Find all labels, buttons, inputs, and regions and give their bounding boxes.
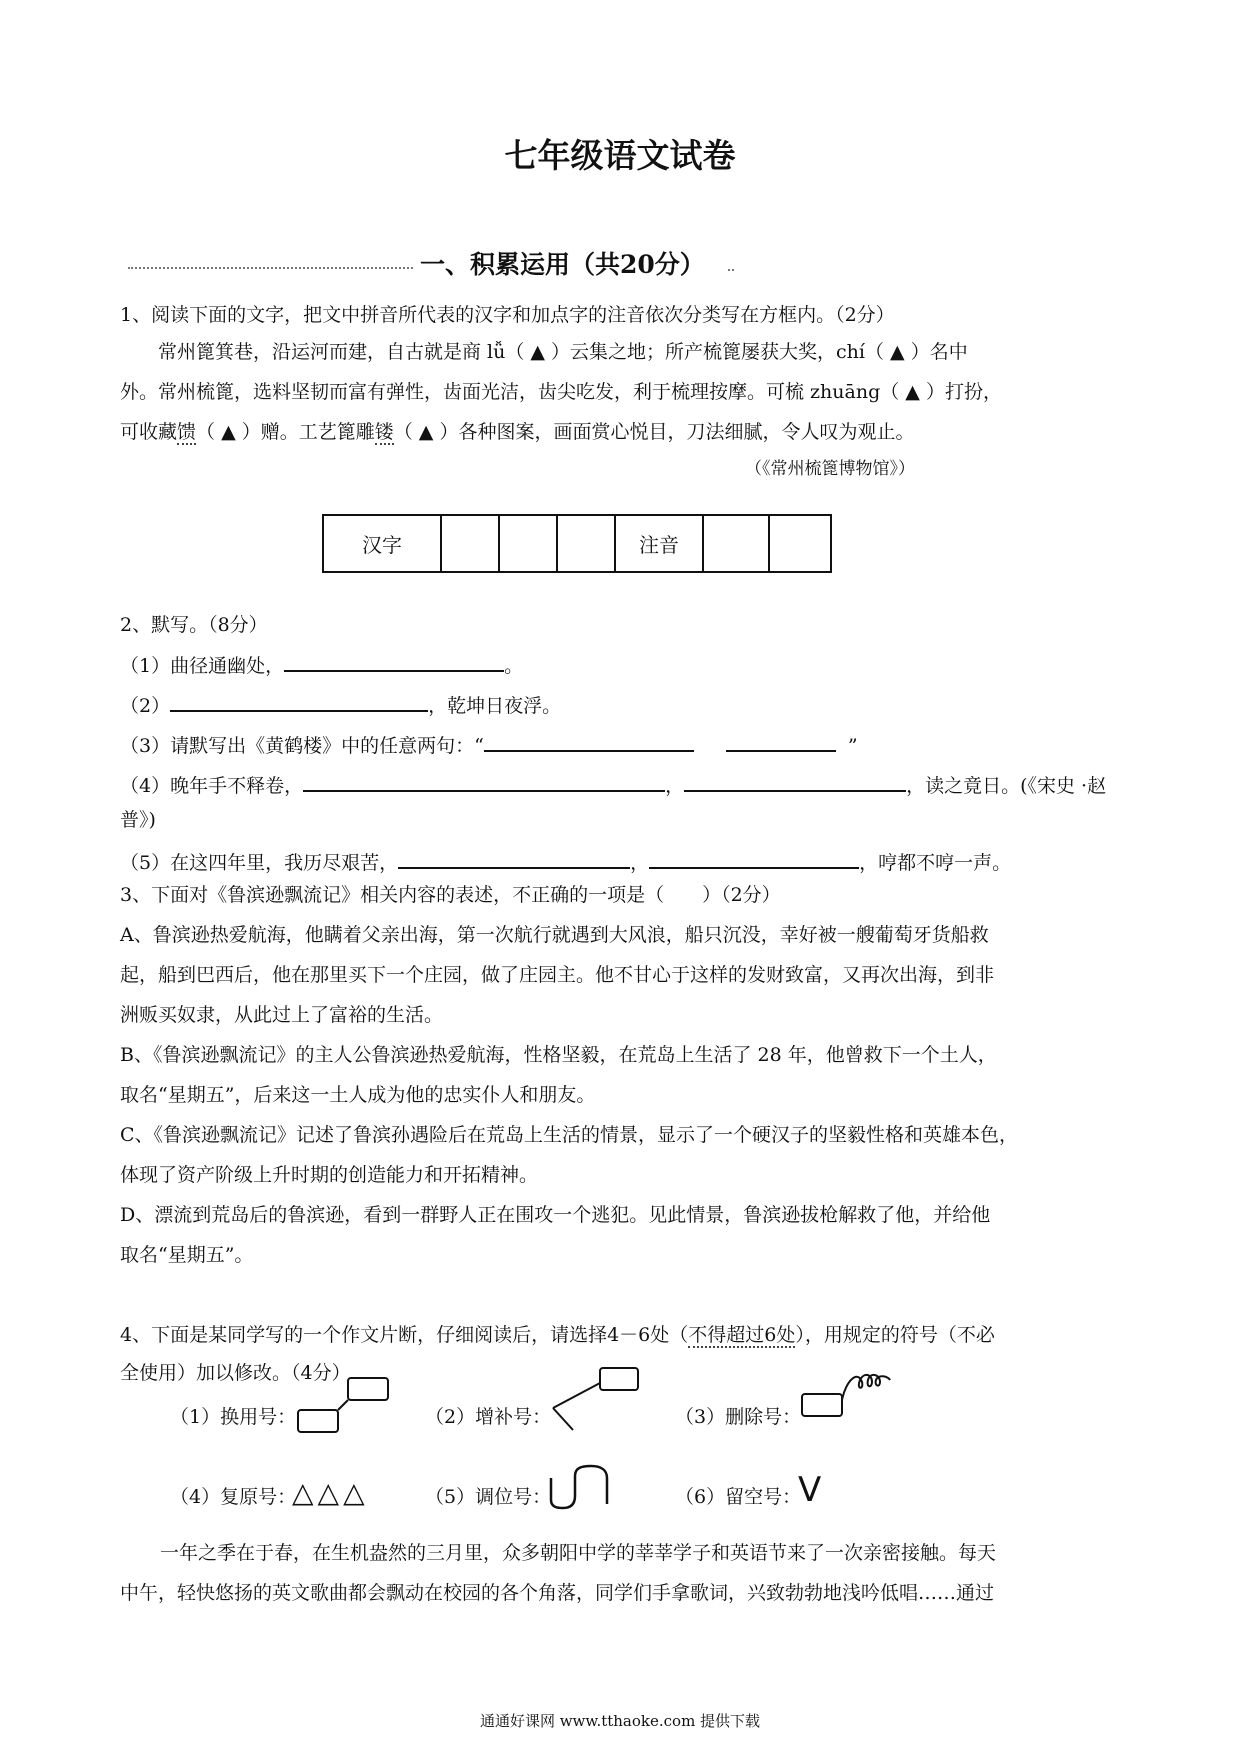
item-text: （4）晚年手不释卷， [120,775,304,797]
answer-blank[interactable] [649,845,859,869]
dotted-leader-end [728,269,734,274]
passage-text: （ ▲ ）赠。工艺篦雕 [196,421,375,443]
symbol-label-insert: （2）增补号： [425,1406,552,1428]
answer-blank[interactable] [484,728,694,752]
reorder-mark-icon [545,1460,625,1520]
q3-option-b: 取名“星期五”，后来这一土人成为他的忠实仆人和朋友。 [120,1084,596,1106]
essay-paragraph-line: 一年之季在于春，在生机盎然的三月里，众多朝阳中学的莘莘学子和英语节来了一次亲密接触。每天 [160,1542,997,1564]
answer-cell[interactable] [703,515,769,572]
item-text: （3）请默写出《黄鹤楼》中的任意两句：“ [120,735,484,757]
q2-item-5 [120,845,1011,878]
restore-mark-icon: △△△ [292,1476,369,1509]
item-text: （5）在这四年里，我历尽艰苦， [120,852,399,874]
prompt-text: 4、下面是某同学写的一个作文片断，仔细阅读后，请选择4－6处（ [120,1324,689,1346]
symbol-label-space: （6）留空号： [675,1486,802,1508]
q1-passage-line [120,417,914,447]
item-text: ，读之竟日。(《宋史 ·赵 [906,775,1107,797]
section-heading: 一、积累运用（共20分） [420,250,705,279]
q3-option-d: D、漂流到荒岛后的鲁滨逊，看到一群野人正在围攻一个逃犯。见此情景，鲁滨逊拔枪解救了他，并给他 [120,1204,991,1226]
item-text: （1）曲径通幽处， [120,655,285,677]
dotted-char: 馈 [177,421,197,443]
q4-prompt [120,1320,995,1350]
q2-item-2 [120,688,561,721]
item-text: ， [630,852,650,874]
q2-item-3 [120,728,858,761]
answer-cell[interactable] [769,515,831,572]
dotted-text: 不得超过6处 [688,1324,796,1346]
answer-blank[interactable] [398,845,630,869]
insert-mark-icon [545,1358,645,1438]
item-text: ， [665,775,685,797]
answer-blank[interactable] [303,768,665,792]
q4-prompt: 全使用）加以修改。（4分） [120,1362,351,1384]
table-header-hanzi: 汉字 [323,515,441,572]
answer-cell[interactable] [499,515,557,572]
prompt-text: ），用规定的符号（不必 [795,1324,995,1346]
answer-blank[interactable] [684,768,906,792]
answer-blank[interactable] [284,648,504,672]
q2-item-4 [120,768,1106,801]
q2-item-4-cont: 普》) [120,809,156,831]
q3-option-a: 洲贩买奴隶，从此过上了富裕的生活。 [120,1004,444,1026]
item-text: ，哼都不哼一声。 [859,852,1012,874]
symbol-label-restore: （4）复原号： [170,1486,297,1508]
replace-mark-icon [290,1370,400,1440]
q3-option-c: 体现了资产阶级上升时期的创造能力和开拓精神。 [120,1164,539,1186]
q1-passage-line: 外。常州梳篦，选料坚韧而富有弹性，齿面光洁，齿尖吃发，利于梳理按摩。可梳 zhuāng（ ▲ ）打扮， [120,381,1002,403]
page-title: 七年级语文试卷 [504,136,736,175]
passage-text: （ ▲ ）各种图案，画面赏心悦目，刀法细腻，令人叹为观止。 [393,421,915,443]
q3-option-a: A、鲁滨逊热爱航海，他瞒着父亲出海，第一次航行就遇到大风浪，船只沉没，幸好被一艘葡萄牙货船救 [120,924,989,946]
delete-mark-icon [798,1360,908,1430]
symbol-label-replace: （1）换用号： [170,1406,297,1428]
dotted-char: 镂 [374,421,394,443]
dotted-leader [128,267,413,269]
item-text: ，乾坤日夜浮。 [428,695,562,717]
q2-item-1 [120,648,523,681]
q3-option-a: 起，船到巴西后，他在那里买下一个庄园，做了庄园主。他不甘心于这样的发财致富，又再次出海，到非 [120,964,995,986]
q3-option-c: C、《鲁滨逊飘流记》记述了鲁滨孙遇险后在荒岛上生活的情景，显示了一个硬汉子的坚毅性格和英雄本色， [120,1124,1019,1146]
space-mark-icon: V [798,1470,822,1510]
table-header-zhuyin: 注音 [615,515,703,572]
q1-source: （《常州梳篦博物馆》） [745,459,915,479]
q1-prompt: 1、阅读下面的文字，把文中拼音所代表的汉字和加点字的注音依次分类写在方框内。（2分） [120,304,895,326]
answer-blank[interactable] [726,728,836,752]
q2-prompt: 2、默写。（8分） [120,614,268,636]
answer-cell[interactable] [441,515,499,572]
item-text: ” [847,735,858,757]
answer-table [322,514,832,573]
q3-option-d: 取名“星期五”。 [120,1244,254,1266]
answer-cell[interactable] [557,515,615,572]
q3-option-b: B、《鲁滨逊飘流记》的主人公鲁滨逊热爱航海，性格坚毅，在荒岛上生活了 28 年，他曾救下一个土人， [120,1044,997,1066]
symbol-label-delete: （3）删除号： [675,1406,802,1428]
passage-text: 可收藏 [120,421,178,443]
item-text: 。 [504,655,524,677]
q3-prompt: 3、下面对《鲁滨逊飘流记》相关内容的表述，不正确的一项是（ ）（2分） [120,884,781,906]
essay-paragraph-line: 中午，轻快悠扬的英文歌曲都会飘动在校园的各个角落，同学们手拿歌词，兴致勃勃地浅吟低唱……通过 [120,1582,995,1604]
item-text: （2） [120,695,171,717]
q1-passage-line: 常州篦箕巷，沿运河而建，自古就是商 lǚ（ ▲ ）云集之地；所产梳篦屡获大奖，chí（ ▲ ）名中 [158,341,968,363]
symbol-label-reorder: （5）调位号： [425,1486,552,1508]
footer-credit: 通通好课网 www.tthaoke.com 提供下载 [479,1712,761,1730]
answer-blank[interactable] [170,688,428,712]
